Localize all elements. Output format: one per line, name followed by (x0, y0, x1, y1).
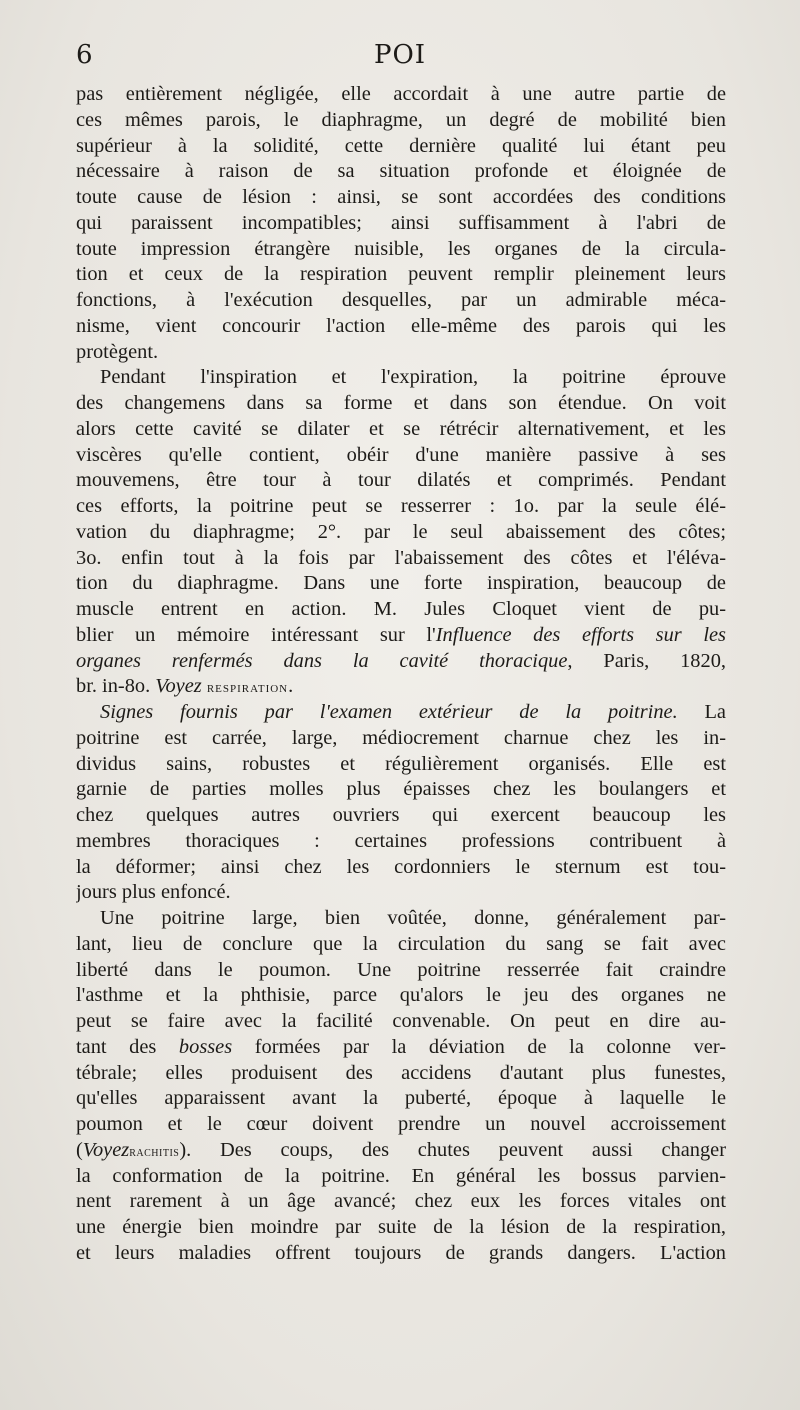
text-line: 3o. enfin tout à la fois par l'abaissement des côtes et l'éléva- (76, 546, 726, 569)
text-line: l'asthme et la phthisie, parce qu'alors le jeu des organes ne (76, 984, 726, 1007)
text-line: nisme, vient concourir l'action elle-même des parois qui les (76, 314, 726, 337)
text-line: mouvemens, être tour à tour dilatés et comprimés. Pendant (76, 469, 726, 492)
text-line: br. in-8o. Voyez respiration. (76, 675, 294, 698)
text-line: qu'elles apparaissent avant la puberté, époque à laquelle le (76, 1087, 726, 1110)
text-line: pas entièrement négligée, elle accordait à une autre partie de (76, 83, 726, 105)
text-line: des changemens dans sa forme et dans son étendue. On voit (76, 392, 726, 414)
text-line: supérieur à la solidité, cette dernière qualité lui étant peu (76, 134, 726, 157)
text-line: dividus sains, robustes et régulièrement organisés. Elle est (76, 752, 726, 775)
text-line: qui paraissent incompatibles; ainsi suffisamment à l'abri de (76, 211, 726, 234)
text-line: peut se faire avec la facilité convenable. On peut en dire au- (76, 1010, 726, 1032)
text-line: toute cause de lésion : ainsi, se sont accordées des conditions (76, 186, 726, 208)
text-line: blier un mémoire intéressant sur l'Influence des efforts sur les (76, 623, 726, 646)
text-line: poitrine est carrée, large, médiocrement charnue chez les in- (76, 726, 726, 749)
text-line: (Voyezrachitis). Des coups, des chutes peuvent aussi changer (76, 1138, 726, 1161)
cross-reference-target: rachitis (129, 1144, 180, 1160)
text-line: organes renfermés dans la cavité thoracique, Paris, 1820, (76, 649, 726, 672)
text-line: nécessaire à raison de sa situation profonde et éloignée de (76, 160, 726, 183)
text-line: lant, lieu de conclure que la circulation du sang se fait avec (76, 932, 726, 955)
paragraph-start-line: Une poitrine large, bien voûtée, donne, généralement par- (100, 907, 726, 929)
text-line: viscères qu'elle contient, obéir d'une manière passive à ses (76, 443, 726, 466)
page-header (76, 40, 724, 80)
italic-title: Influence des efforts sur les (435, 623, 726, 646)
text-line: et leurs maladies offrent toujours de grands dangers. L'action (76, 1241, 726, 1264)
text-line: chez quelques autres ouvriers qui exercent beaucoup les (76, 804, 726, 826)
text-line: la déformer; ainsi chez les cordonniers le sternum est tou- (76, 855, 726, 878)
running-head: POI (373, 40, 427, 70)
text-line: fonctions, à l'exécution desquelles, par un admirable méca- (76, 289, 726, 311)
italic-title: organes renfermés dans la cavité thoracique (76, 649, 568, 672)
text-line: muscle entrent en action. M. Jules Cloquet vient de pu- (76, 598, 726, 620)
text-line: une énergie bien moindre par suite de la lésion de la respiration, (76, 1216, 726, 1238)
text-line: ces efforts, la poitrine peut se resserrer : 1o. par la seule élé- (76, 495, 726, 517)
text-line: garnie de parties molles plus épaisses chez les boulangers et (76, 778, 726, 801)
text-line: ces mêmes parois, le diaphragme, un degré de mobilité bien (76, 108, 726, 131)
section-heading-line: Signes fournis par l'examen extérieur de la poitrine. La (100, 701, 726, 723)
text-line: tion du diaphragme. Dans une forte inspiration, beaucoup de (76, 572, 726, 595)
cross-reference-target: respiration (206, 680, 289, 697)
section-heading: Signes fournis par l'examen extérieur de la poitrine. (100, 701, 678, 723)
text-line: protègent. (76, 340, 159, 363)
italic-term: bosses (178, 1035, 233, 1058)
text-line: jours plus enfoncé. (76, 881, 231, 904)
text-line: liberté dans le poumon. Une poitrine resserrée fait craindre (76, 958, 726, 981)
text-line: toute impression étrangère nuisible, les organes de la circula- (76, 237, 726, 260)
cross-reference: Voyez (82, 1138, 130, 1161)
text-line: la conformation de la poitrine. En général les bossus parvien- (76, 1164, 726, 1187)
body-text (76, 82, 726, 1267)
cross-reference: Voyez (155, 675, 202, 698)
page-number: 6 (76, 40, 93, 70)
text-line: poumon et le cœur doivent prendre un nouvel accroissement (76, 1113, 726, 1135)
text-line: tébrale; elles produisent des accidens d'autant plus funestes, (76, 1061, 726, 1084)
text-line: vation du diaphragme; 2°. par le seul abaissement des côtes; (76, 520, 726, 543)
text-line: nent rarement à un âge avancé; chez eux les forces vitales ont (76, 1190, 726, 1213)
text-line: tant des bosses formées par la déviation de la colonne ver- (76, 1035, 726, 1058)
text-line: alors cette cavité se dilater et se rétrécir alternativement, et les (76, 417, 726, 440)
text-line: tion et ceux de la respiration peuvent remplir pleinement leurs (76, 263, 726, 286)
text-line: membres thoraciques : certaines professions contribuent à (76, 829, 726, 852)
paragraph-start-line: Pendant l'inspiration et l'expiration, la poitrine éprouve (100, 366, 726, 389)
